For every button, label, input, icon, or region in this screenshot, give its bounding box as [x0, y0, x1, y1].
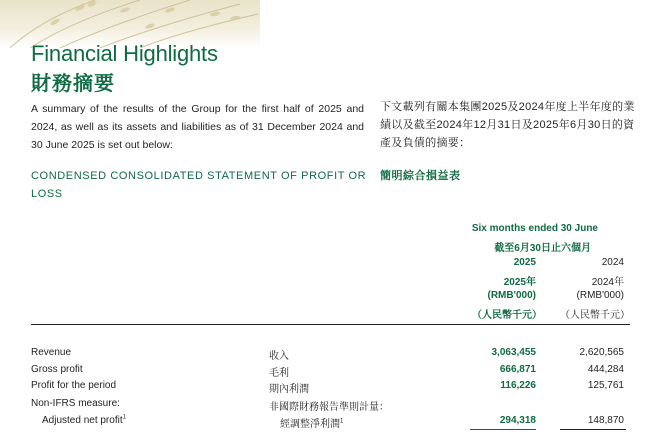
- page-title: Financial Highlights: [31, 41, 218, 66]
- intro-paragraph-zh: 下文載列有關本集團2025及2024年度上半年度的業績以及截至2024年12月31日及2025年6月30日的資產及負債的摘要：: [380, 101, 635, 149]
- section-title-zh: 簡明綜合損益表: [380, 170, 461, 182]
- intro-paragraph: A summary of the results of the Group for the first half of 2025 and 2024, as well as its assets and liabilities as of 31 December 2024 and 30 June 2025 is set out below:: [31, 103, 364, 151]
- row-label-zh: 經調整淨利潤$^1$: [280, 418, 344, 430]
- row-label-indented: Adjusted net profit$^1$: [42, 414, 126, 426]
- row-label-zh: 期內利潤: [269, 384, 309, 395]
- col-2025-unit: (RMB'000): [487, 290, 536, 301]
- col-2024-year: 2024: [601, 257, 624, 268]
- row-label: Gross profit: [31, 364, 83, 375]
- total-underline-2025: [470, 429, 536, 430]
- row-label-zh: 非國際財務報告準則計量：: [269, 402, 389, 413]
- row-label-zh: 收入: [269, 351, 289, 362]
- row-label: Revenue: [31, 347, 72, 358]
- value-2024: 125,761: [587, 380, 624, 391]
- period-header: Six months ended 30 June: [471, 223, 598, 234]
- period-header-zh: 截至6月30日止六個月: [494, 243, 591, 254]
- table-top-rule: [31, 324, 630, 325]
- col-2025-unit-zh: （人民幣千元）: [472, 310, 542, 321]
- total-underline-2024: [560, 429, 626, 430]
- row-label-zh: 毛利: [269, 368, 289, 379]
- value-2025: 294,318: [499, 415, 536, 426]
- row-label: Non-IFRS measure:: [31, 398, 120, 409]
- section-title: CONDENSED CONSOLIDATED STATEMENT OF PROFIT OR LOSS: [31, 170, 367, 200]
- row-label: Profit for the period: [31, 380, 117, 391]
- col-2025-year: 2025: [513, 257, 536, 268]
- value-2025: 116,226: [500, 380, 536, 391]
- col-2024-unit-zh: （人民幣千元）: [560, 310, 630, 321]
- page-title-zh: 財務摘要: [31, 73, 115, 95]
- col-2024-year-zh: 2024年: [591, 277, 624, 288]
- value-2024: 148,870: [587, 415, 624, 426]
- value-2024: 444,284: [587, 364, 624, 375]
- value-2025: 666,871: [499, 364, 536, 375]
- value-2025: 3,063,455: [491, 347, 536, 358]
- col-2024-unit: (RMB'000): [576, 290, 624, 301]
- col-2025-year-zh: 2025年: [503, 277, 536, 288]
- value-2024: 2,620,565: [579, 347, 624, 358]
